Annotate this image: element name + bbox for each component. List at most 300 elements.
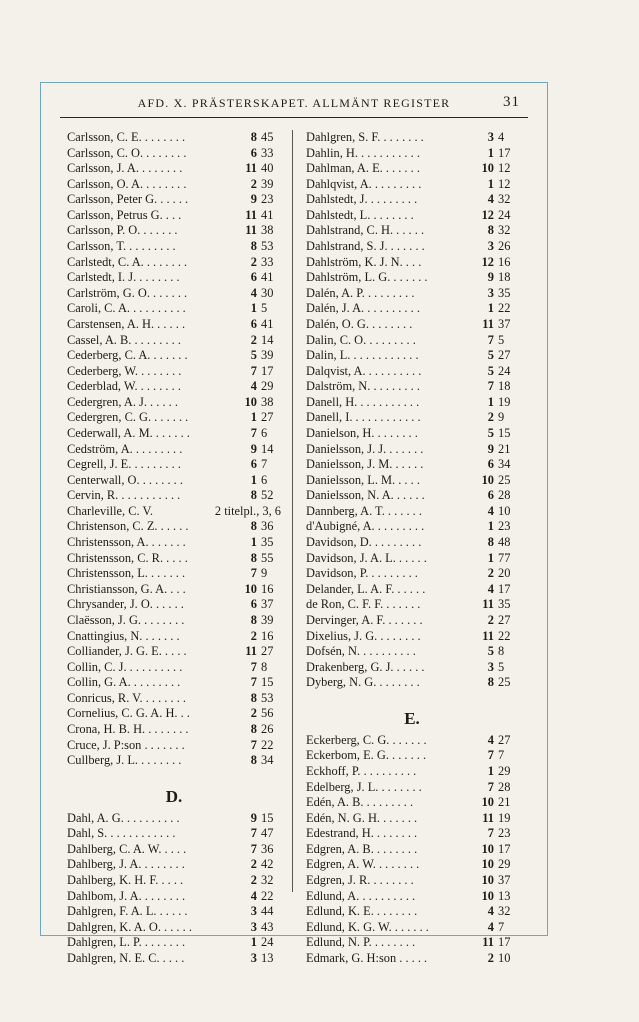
- entry-volume: 9: [250, 810, 257, 825]
- entry-page: 13: [498, 888, 511, 903]
- index-entry: [306, 795, 518, 811]
- entry-name: Dahlgren, F. A. L. . . . . .: [67, 904, 188, 919]
- entry-name: Dalén, A. P. . . . . . . . .: [306, 285, 415, 300]
- entry-page: 36: [261, 519, 274, 534]
- entry-page: 24: [261, 935, 274, 950]
- entry-name: Carlsson, C. E. . . . . . . .: [67, 130, 186, 144]
- entry-volume: 7: [250, 659, 257, 674]
- entry-name: Dahlstedt, L. . . . . . . .: [306, 207, 414, 222]
- index-entry: [306, 410, 518, 426]
- entry-volume: 8: [250, 550, 257, 565]
- index-entry: [306, 566, 518, 582]
- index-entry: [67, 722, 281, 738]
- index-entry: [67, 301, 281, 317]
- index-entry: [67, 582, 281, 598]
- index-entry: [306, 935, 518, 951]
- entry-page: 19: [498, 810, 511, 825]
- index-entry: [67, 473, 281, 489]
- entry-volume: 2: [250, 176, 257, 191]
- entry-volume: 11: [482, 628, 494, 643]
- index-entry: [306, 857, 518, 873]
- entry-volume: 8: [250, 753, 257, 768]
- entry-volume: 8: [250, 612, 257, 627]
- entry-page: 56: [261, 706, 274, 721]
- entry-name: Dalström, N. . . . . . . . .: [306, 379, 420, 394]
- entry-name: Cederberg, C. A. . . . . . .: [67, 348, 188, 363]
- entry-page: 43: [261, 919, 274, 934]
- entry-name: Cedergren, A. J. . . . . .: [67, 394, 178, 409]
- index-entry: [67, 613, 281, 629]
- index-entry: [67, 811, 281, 827]
- index-entry: [306, 317, 518, 333]
- entry-volume: 2: [250, 873, 257, 888]
- header-title: AFD. X. PRÄSTERSKAPET. ALLMÄNT REGISTER: [137, 96, 451, 110]
- left-entries-c: [67, 130, 281, 769]
- entry-volume: 7: [250, 363, 257, 378]
- entry-volume: 6: [250, 270, 257, 285]
- entry-volume: 11: [482, 316, 494, 331]
- index-entry: [67, 535, 281, 551]
- entry-name: Dahlström, K. J. N. . . .: [306, 254, 422, 269]
- index-entry: [306, 395, 518, 411]
- entry-volume: 8: [487, 675, 494, 690]
- index-entry: [67, 597, 281, 613]
- entry-name: Dalin, L. . . . . . . . . . . .: [306, 348, 419, 363]
- page-number: 31: [503, 94, 520, 110]
- entry-volume: 11: [245, 644, 257, 659]
- entry-volume: 5: [487, 644, 494, 659]
- entry-volume: 4: [487, 732, 494, 747]
- index-entry: [67, 504, 281, 520]
- entry-volume: 3: [487, 239, 494, 254]
- entry-name: Christiansson, G. A. . . .: [67, 581, 186, 596]
- entry-page: 37: [498, 873, 511, 888]
- entry-page: 32: [498, 192, 511, 207]
- entry-page: 16: [261, 581, 274, 596]
- index-entry: [306, 223, 518, 239]
- entry-volume: 5: [487, 363, 494, 378]
- entry-page: 6: [261, 425, 268, 440]
- index-entry: [67, 317, 281, 333]
- entry-volume: 4: [487, 503, 494, 518]
- entry-name: Cedström, A. . . . . . . . .: [67, 441, 183, 456]
- index-entry: [67, 753, 281, 769]
- entry-volume: 2: [487, 410, 494, 425]
- entry-page: 8: [261, 659, 268, 674]
- index-entry: [67, 223, 281, 239]
- entry-volume: 3: [250, 904, 257, 919]
- entry-name: Carlsson, C. O. . . . . . . .: [67, 145, 187, 160]
- entry-volume: 4: [250, 888, 257, 903]
- entry-volume: 10: [244, 394, 257, 409]
- entry-volume: 3: [487, 285, 494, 300]
- entry-name: Carstensen, A. H. . . . . .: [67, 316, 186, 331]
- entry-name: Dahlin, H. . . . . . . . . . .: [306, 145, 420, 160]
- entry-name: Dervinger, A. F. . . . . . .: [306, 612, 423, 627]
- entry-volume: 5: [487, 425, 494, 440]
- entry-volume: 8: [250, 130, 257, 144]
- entry-page: 28: [498, 779, 511, 794]
- entry-volume: 1: [487, 301, 494, 316]
- entry-page: 27: [498, 612, 511, 627]
- entry-volume: 9: [487, 441, 494, 456]
- entry-volume: 11: [482, 597, 494, 612]
- index-entry: [67, 519, 281, 535]
- right-entries-e: [306, 733, 518, 967]
- index-entry: [306, 597, 518, 613]
- entry-name: Cullberg, J. L. . . . . . . .: [67, 753, 182, 768]
- index-entry: [306, 644, 518, 660]
- entry-page: 48: [498, 535, 511, 550]
- entry-name: Carlstedt, C. A. . . . . . . .: [67, 254, 188, 269]
- index-entry: [306, 873, 518, 889]
- entry-name: Dahlberg, K. H. F. . . . .: [67, 873, 184, 888]
- entry-name: Dahlström, L. G. . . . . . .: [306, 270, 428, 285]
- entry-volume: 6: [250, 316, 257, 331]
- index-entry: [306, 519, 518, 535]
- index-entry: [67, 442, 281, 458]
- entry-volume: 10: [481, 472, 494, 487]
- entry-volume: 1: [487, 550, 494, 565]
- entry-volume: 7: [250, 425, 257, 440]
- entry-page: 35: [498, 597, 511, 612]
- entry-name: Centerwall, O. . . . . . . .: [67, 472, 183, 487]
- entry-name: Danell, I. . . . . . . . . . . .: [306, 410, 421, 425]
- entry-volume: 1: [250, 301, 257, 316]
- entry-name: Danielsson, N. A. . . . . .: [306, 488, 425, 503]
- entry-note: 2 titelpl., 3, 6: [214, 503, 281, 518]
- index-entry: [306, 920, 518, 936]
- entry-page: 33: [261, 254, 274, 269]
- entry-volume: 8: [250, 519, 257, 534]
- entry-name: Christensson, L. . . . . . .: [67, 566, 186, 581]
- entry-volume: 2: [250, 332, 257, 347]
- entry-name: Dahlqvist, A. . . . . . . . .: [306, 176, 422, 191]
- entry-volume: 3: [487, 130, 494, 144]
- entry-page: 32: [498, 223, 511, 238]
- index-entry: [67, 842, 281, 858]
- index-entry: [67, 161, 281, 177]
- entry-page: 12: [498, 161, 511, 176]
- entry-volume: 8: [250, 721, 257, 736]
- entry-volume: 10: [481, 857, 494, 872]
- entry-name: Christensson, C. R. . . . .: [67, 550, 188, 565]
- entry-name: Dahlberg, C. A. W. . . . .: [67, 841, 187, 856]
- entry-volume: 6: [250, 597, 257, 612]
- entry-volume: 7: [250, 737, 257, 752]
- entry-page: 45: [261, 130, 274, 144]
- entry-name: Dahlbom, J. A. . . . . . . .: [67, 888, 186, 903]
- index-entry: [306, 286, 518, 302]
- entry-page: 22: [498, 628, 511, 643]
- entry-page: 17: [498, 841, 511, 856]
- entry-name: Dalén, O. G. . . . . . . .: [306, 316, 413, 331]
- entry-volume: 2: [250, 706, 257, 721]
- index-entry: [306, 208, 518, 224]
- entry-page: 16: [261, 628, 274, 643]
- entry-name: Cruce, J. P:son . . . . . . .: [67, 737, 185, 752]
- entry-volume: 11: [245, 223, 257, 238]
- entry-name: Danielsson, J. J. . . . . . .: [306, 441, 424, 456]
- entry-volume: 4: [487, 904, 494, 919]
- entry-volume: 7: [487, 748, 494, 763]
- index-entry: [67, 904, 281, 920]
- index-entry: [306, 239, 518, 255]
- entry-page: 19: [498, 394, 511, 409]
- entry-page: 18: [498, 270, 511, 285]
- entry-name: Dahlstrand, C. H. . . . . .: [306, 223, 425, 238]
- entry-name: Edmark, G. H:son . . . . .: [306, 950, 428, 965]
- entry-page: 21: [498, 441, 511, 456]
- entry-page: 27: [498, 732, 511, 747]
- entry-name: Dahlgren, K. A. O. . . . . .: [67, 919, 192, 934]
- entry-name: Chrysander, J. O. . . . . .: [67, 597, 184, 612]
- entry-name: d'Aubigné, A. . . . . . . . .: [306, 519, 425, 534]
- entry-page: 30: [261, 285, 274, 300]
- entry-page: 14: [261, 441, 274, 456]
- index-entry: [67, 920, 281, 936]
- entry-name: Cederwall, A. M. . . . . . .: [67, 425, 190, 440]
- entry-name: Edlund, K. G. W. . . . . . .: [306, 919, 429, 934]
- left-column: [67, 130, 281, 966]
- entry-page: 16: [498, 254, 511, 269]
- index-entry: [306, 889, 518, 905]
- entry-volume: 2: [487, 566, 494, 581]
- right-column: [306, 130, 518, 966]
- entry-name: Caroli, C. A. . . . . . . . . .: [67, 301, 186, 316]
- entry-name: Davidson, P. . . . . . . . .: [306, 566, 418, 581]
- entry-page: 35: [261, 535, 274, 550]
- index-entry: [306, 764, 518, 780]
- entry-page: 15: [261, 675, 274, 690]
- entry-name: Edén, A. B. . . . . . . . .: [306, 795, 414, 810]
- entry-name: Dofsén, N. . . . . . . . . .: [306, 644, 416, 659]
- entry-page: 32: [498, 904, 511, 919]
- entry-page: 25: [498, 675, 511, 690]
- entry-name: Dahlgren, N. E. C. . . . .: [67, 950, 185, 965]
- entry-page: 15: [261, 810, 274, 825]
- entry-volume: 1: [250, 935, 257, 950]
- index-entry: [67, 146, 281, 162]
- entry-volume: 4: [250, 379, 257, 394]
- index-entry: [306, 333, 518, 349]
- index-entry: [306, 551, 518, 567]
- entry-volume: 1: [250, 535, 257, 550]
- index-entry: [67, 706, 281, 722]
- index-entry: [306, 177, 518, 193]
- entry-volume: 10: [481, 873, 494, 888]
- entry-volume: 7: [487, 332, 494, 347]
- index-entry: [67, 457, 281, 473]
- index-entry: [306, 348, 518, 364]
- entry-name: Carlsson, J. A. . . . . . . .: [67, 161, 183, 176]
- entry-page: 26: [261, 721, 274, 736]
- index-entry: [67, 208, 281, 224]
- entry-page: 17: [498, 145, 511, 160]
- entry-volume: 2: [250, 254, 257, 269]
- index-entry: [306, 130, 518, 146]
- entry-name: Cassel, A. B. . . . . . . . .: [67, 332, 181, 347]
- entry-page: 17: [498, 581, 511, 596]
- entry-volume: 2: [487, 612, 494, 627]
- entry-page: 29: [261, 379, 274, 394]
- entry-page: 47: [261, 826, 274, 841]
- entry-page: 38: [261, 394, 274, 409]
- entry-volume: 11: [245, 207, 257, 222]
- index-entry: [67, 130, 281, 146]
- entry-page: 7: [261, 457, 268, 472]
- entry-name: Carlsson, T. . . . . . . . .: [67, 239, 176, 254]
- entry-page: 34: [498, 457, 511, 472]
- entry-name: Dahlgren, L. P. . . . . . . .: [67, 935, 186, 950]
- entry-page: 41: [261, 207, 274, 222]
- index-entry: [67, 333, 281, 349]
- entry-page: 21: [498, 795, 511, 810]
- entry-volume: 2: [487, 950, 494, 965]
- entry-name: Carlsson, O. A. . . . . . . .: [67, 176, 187, 191]
- index-entry: [306, 161, 518, 177]
- entry-page: 27: [261, 410, 274, 425]
- entry-page: 7: [498, 748, 505, 763]
- entry-name: Dalin, C. O. . . . . . . . .: [306, 332, 416, 347]
- index-entry: [67, 889, 281, 905]
- index-entry: [306, 504, 518, 520]
- index-entry: [67, 644, 281, 660]
- entry-page: 55: [261, 550, 274, 565]
- entry-name: Dalqvist, A. . . . . . . . . .: [306, 363, 422, 378]
- index-entry: [306, 535, 518, 551]
- entry-name: Edestrand, H. . . . . . . .: [306, 826, 418, 841]
- entry-volume: 10: [481, 795, 494, 810]
- entry-volume: 6: [250, 145, 257, 160]
- entry-name: Carlsson, Peter G. . . . . .: [67, 192, 189, 207]
- entry-page: 32: [261, 873, 274, 888]
- entry-name: Danielsson, L. M. . . . .: [306, 472, 420, 487]
- index-entry: [306, 192, 518, 208]
- entry-volume: 4: [250, 285, 257, 300]
- entry-volume: 7: [487, 826, 494, 841]
- index-entry: [67, 660, 281, 676]
- entry-name: Dahlstedt, J. . . . . . . . .: [306, 192, 418, 207]
- running-header: [40, 96, 548, 112]
- entry-name: Cederblad, W. . . . . . . .: [67, 379, 181, 394]
- entry-name: Christensson, A. . . . . . .: [67, 535, 186, 550]
- entry-page: 17: [261, 363, 274, 378]
- index-entry: [67, 348, 281, 364]
- entry-volume: 1: [487, 519, 494, 534]
- entry-volume: 7: [487, 779, 494, 794]
- entry-page: 25: [498, 472, 511, 487]
- entry-volume: 11: [482, 810, 494, 825]
- index-entry: [67, 286, 281, 302]
- entry-volume: 10: [481, 888, 494, 903]
- index-entry: [306, 780, 518, 796]
- index-entry: [306, 629, 518, 645]
- index-entry: [67, 426, 281, 442]
- index-entry: [306, 951, 518, 967]
- entry-name: Dalén, J. A. . . . . . . . . .: [306, 301, 420, 316]
- entry-volume: 1: [487, 145, 494, 160]
- entry-page: 14: [261, 332, 274, 347]
- section-letter-d: D.: [165, 786, 183, 806]
- index-entry: [67, 566, 281, 582]
- entry-page: 8: [498, 644, 505, 659]
- entry-page: 34: [261, 753, 274, 768]
- entry-volume: 7: [250, 566, 257, 581]
- entry-name: Danell, H. . . . . . . . . . .: [306, 394, 420, 409]
- entry-page: 44: [261, 904, 274, 919]
- index-entry: [67, 177, 281, 193]
- entry-volume: 8: [250, 690, 257, 705]
- column-divider: [292, 130, 293, 892]
- entry-volume: 12: [481, 207, 494, 222]
- index-entry: [306, 748, 518, 764]
- entry-volume: 10: [481, 841, 494, 856]
- index-entry: [306, 811, 518, 827]
- entry-page: 12: [498, 176, 511, 191]
- entry-page: 39: [261, 176, 274, 191]
- entry-page: 39: [261, 348, 274, 363]
- entry-page: 7: [498, 919, 505, 934]
- entry-name: Edlund, N. P. . . . . . . .: [306, 935, 416, 950]
- entry-name: Crona, H. B. H. . . . . . . .: [67, 721, 189, 736]
- index-entry: [306, 270, 518, 286]
- index-entry: [306, 826, 518, 842]
- entry-name: Drakenberg, G. J. . . . . .: [306, 659, 425, 674]
- entry-page: 77: [498, 550, 511, 565]
- entry-volume: 3: [250, 950, 257, 965]
- entry-volume: 6: [487, 488, 494, 503]
- index-entry: [306, 473, 518, 489]
- entry-name: Danielson, H. . . . . . . .: [306, 425, 418, 440]
- entry-page: 22: [498, 301, 511, 316]
- entry-volume: 4: [487, 581, 494, 596]
- index-entry: [67, 857, 281, 873]
- header-rule: [60, 117, 528, 118]
- index-entry: [306, 904, 518, 920]
- entry-page: 20: [498, 566, 511, 581]
- entry-page: 35: [498, 285, 511, 300]
- entry-page: 28: [498, 488, 511, 503]
- entry-volume: 11: [482, 935, 494, 950]
- entry-name: Claësson, J. G. . . . . . . .: [67, 612, 185, 627]
- index-entry: [67, 379, 281, 395]
- entry-page: 23: [498, 519, 511, 534]
- index-entry: [67, 675, 281, 691]
- entry-name: Edgren, A. B. . . . . . . .: [306, 841, 418, 856]
- index-entry: [67, 270, 281, 286]
- entry-page: 52: [261, 488, 274, 503]
- entry-page: 10: [498, 503, 511, 518]
- entry-name: Cederberg, W. . . . . . . .: [67, 363, 182, 378]
- entry-page: 18: [498, 379, 511, 394]
- entry-volume: 7: [250, 841, 257, 856]
- index-entry: [67, 410, 281, 426]
- entry-volume: 2: [250, 857, 257, 872]
- entry-name: Danielsson, J. M. . . . . .: [306, 457, 424, 472]
- entry-name: Cnattingius, N. . . . . . .: [67, 628, 180, 643]
- index-entry: [67, 873, 281, 889]
- entry-page: 36: [261, 841, 274, 856]
- entry-page: 15: [498, 425, 511, 440]
- index-entry: [67, 691, 281, 707]
- entry-page: 42: [261, 857, 274, 872]
- index-entry: [67, 551, 281, 567]
- entry-page: 24: [498, 207, 511, 222]
- index-entry: [67, 395, 281, 411]
- index-entry: [306, 457, 518, 473]
- entry-volume: 1: [487, 763, 494, 778]
